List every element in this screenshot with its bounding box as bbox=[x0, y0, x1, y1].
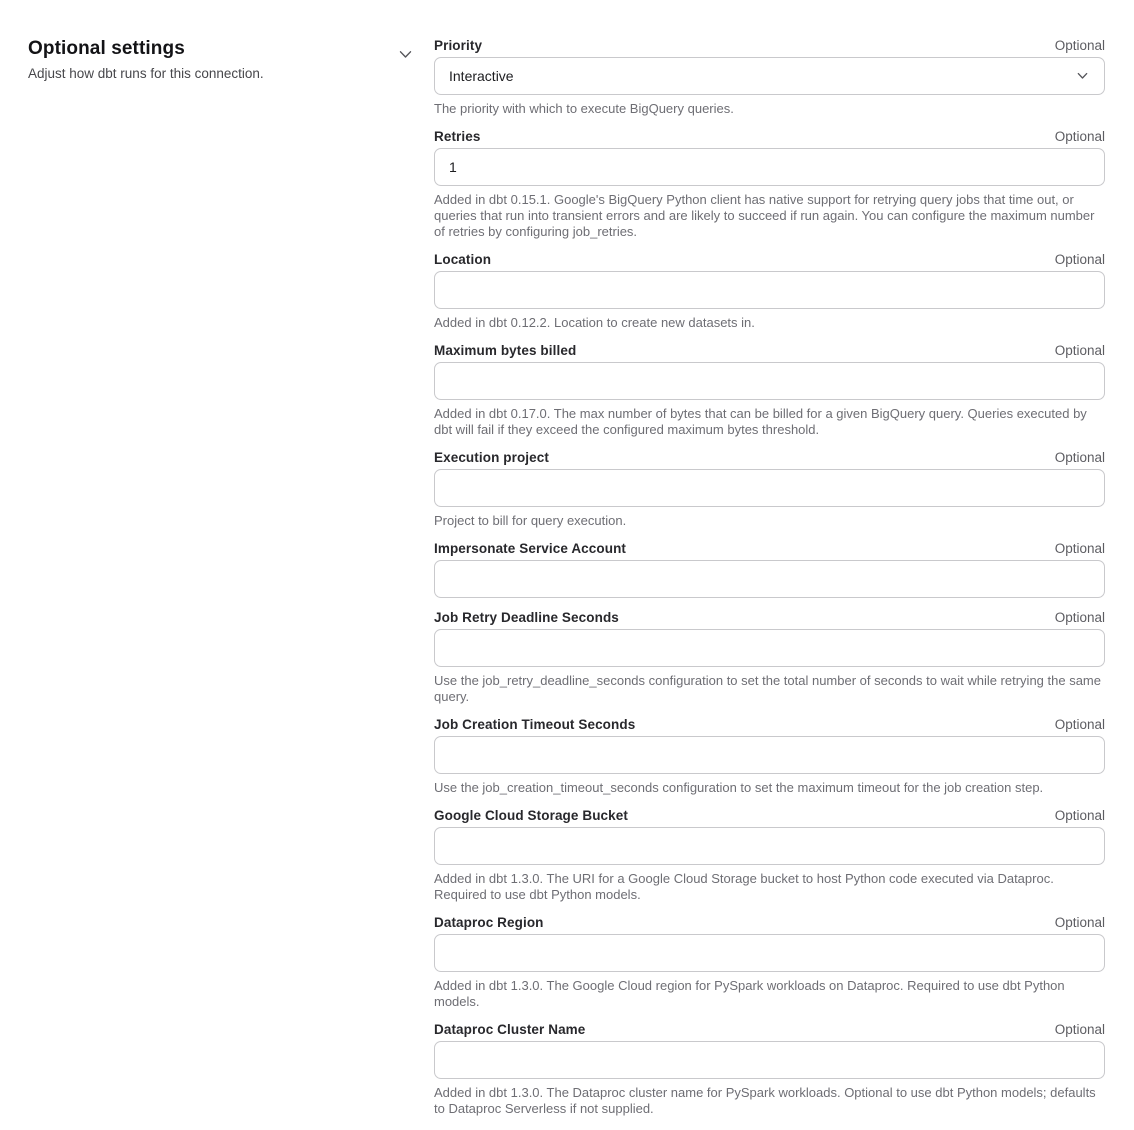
optional-badge: Optional bbox=[1054, 252, 1105, 267]
field-control bbox=[434, 827, 1105, 865]
field-label: Google Cloud Storage Bucket bbox=[434, 808, 628, 823]
google-cloud-storage-bucket-input[interactable] bbox=[434, 827, 1105, 865]
field-label: Dataproc Region bbox=[434, 915, 544, 930]
field-head bbox=[434, 540, 1105, 557]
field-head bbox=[434, 449, 1105, 466]
field-label: Retries bbox=[434, 129, 481, 144]
optional-badge: Optional bbox=[1054, 450, 1105, 465]
field-dataproc-cluster-name bbox=[434, 1021, 1105, 1117]
field-label: Priority bbox=[434, 38, 483, 53]
field-label: Maximum bytes billed bbox=[434, 343, 577, 358]
dataproc-region-input[interactable] bbox=[434, 934, 1105, 972]
section-header bbox=[28, 37, 434, 82]
field-control bbox=[434, 934, 1105, 972]
select-value: Interactive bbox=[449, 68, 514, 84]
chevron-down-icon bbox=[399, 47, 412, 62]
section-subtitle: Adjust how dbt runs for this connection. bbox=[28, 66, 264, 81]
optional-badge: Optional bbox=[1054, 915, 1105, 930]
section-collapse-button[interactable] bbox=[395, 46, 416, 63]
field-label: Job Retry Deadline Seconds bbox=[434, 610, 619, 625]
field-helper-text: The priority with which to execute BigQuery queries. bbox=[434, 101, 734, 116]
location-input[interactable] bbox=[434, 271, 1105, 309]
maximum-bytes-billed-input[interactable] bbox=[434, 362, 1105, 400]
field-control bbox=[434, 560, 1105, 598]
field-job-retry-deadline-seconds bbox=[434, 609, 1105, 705]
field-helper-text: Added in dbt 0.15.1. Google's BigQuery Python client has native support for retrying query jobs that time out, or queries that run into transient errors and are likely to succeed if run again. You can configure the maximum number of retries by configuring job_retries. bbox=[434, 192, 1095, 239]
optional-badge: Optional bbox=[1054, 38, 1105, 53]
field-head bbox=[434, 128, 1105, 145]
field-helper-text: Added in dbt 1.3.0. The URI for a Google Cloud Storage bucket to host Python code executed via Dataproc. Required to use dbt Python models. bbox=[434, 871, 1054, 902]
field-dataproc-region bbox=[434, 914, 1105, 1010]
optional-badge: Optional bbox=[1054, 1022, 1105, 1037]
field-head bbox=[434, 37, 1105, 54]
optional-badge: Optional bbox=[1054, 129, 1105, 144]
execution-project-input[interactable] bbox=[434, 469, 1105, 507]
chevron-down-icon bbox=[1077, 72, 1088, 80]
field-helper-text: Added in dbt 1.3.0. The Google Cloud region for PySpark workloads on Dataproc. Required to use dbt Python models. bbox=[434, 978, 1065, 1009]
dataproc-cluster-name-input[interactable] bbox=[434, 1041, 1105, 1079]
field-head bbox=[434, 251, 1105, 268]
field-label: Impersonate Service Account bbox=[434, 541, 627, 556]
section-title: Optional settings bbox=[28, 38, 185, 59]
field-maximum-bytes-billed bbox=[434, 342, 1105, 438]
field-control bbox=[434, 362, 1105, 400]
field-control bbox=[434, 271, 1105, 309]
optional-badge: Optional bbox=[1054, 610, 1105, 625]
job-retry-deadline-seconds-input[interactable] bbox=[434, 629, 1105, 667]
field-helper-text: Added in dbt 0.17.0. The max number of bytes that can be billed for a given BigQuery query. Queries executed by dbt will fail if they exceed the configured maximum bytes threshold. bbox=[434, 406, 1087, 437]
field-control bbox=[434, 629, 1105, 667]
field-helper-text: Project to bill for query execution. bbox=[434, 513, 627, 528]
section-header-text bbox=[28, 37, 264, 82]
field-job-creation-timeout-seconds bbox=[434, 716, 1105, 796]
field-head bbox=[434, 716, 1105, 733]
field-label: Location bbox=[434, 252, 492, 267]
job-creation-timeout-seconds-input[interactable] bbox=[434, 736, 1105, 774]
retries-input[interactable] bbox=[434, 148, 1105, 186]
optional-badge: Optional bbox=[1054, 343, 1105, 358]
field-control bbox=[434, 148, 1105, 186]
field-location bbox=[434, 251, 1105, 331]
field-retries bbox=[434, 128, 1105, 240]
field-impersonate-service-account bbox=[434, 540, 1105, 598]
priority-select[interactable] bbox=[434, 57, 1105, 95]
field-google-cloud-storage-bucket bbox=[434, 807, 1105, 903]
field-head bbox=[434, 914, 1105, 931]
field-helper-text: Use the job_retry_deadline_seconds configuration to set the total number of seconds to wait while retrying the same query. bbox=[434, 673, 1101, 704]
field-head bbox=[434, 609, 1105, 626]
optional-badge: Optional bbox=[1054, 541, 1105, 556]
field-execution-project bbox=[434, 449, 1105, 529]
field-helper-text: Added in dbt 0.12.2. Location to create new datasets in. bbox=[434, 315, 755, 330]
field-head bbox=[434, 342, 1105, 359]
field-head bbox=[434, 807, 1105, 824]
optional-badge: Optional bbox=[1054, 717, 1105, 732]
field-control bbox=[434, 57, 1105, 95]
field-label: Dataproc Cluster Name bbox=[434, 1022, 586, 1037]
field-label: Execution project bbox=[434, 450, 549, 465]
optional-settings-form bbox=[434, 37, 1105, 1128]
field-control bbox=[434, 736, 1105, 774]
field-priority bbox=[434, 37, 1105, 117]
field-helper-text: Use the job_creation_timeout_seconds configuration to set the maximum timeout for the job creation step. bbox=[434, 780, 1044, 795]
field-helper-text: Added in dbt 1.3.0. The Dataproc cluster name for PySpark workloads. Optional to use dbt Python models; defaults to Dataproc Serverless if not supplied. bbox=[434, 1085, 1096, 1116]
field-control bbox=[434, 1041, 1105, 1079]
field-label: Job Creation Timeout Seconds bbox=[434, 717, 636, 732]
field-control bbox=[434, 469, 1105, 507]
impersonate-service-account-input[interactable] bbox=[434, 560, 1105, 598]
optional-badge: Optional bbox=[1054, 808, 1105, 823]
field-head bbox=[434, 1021, 1105, 1038]
